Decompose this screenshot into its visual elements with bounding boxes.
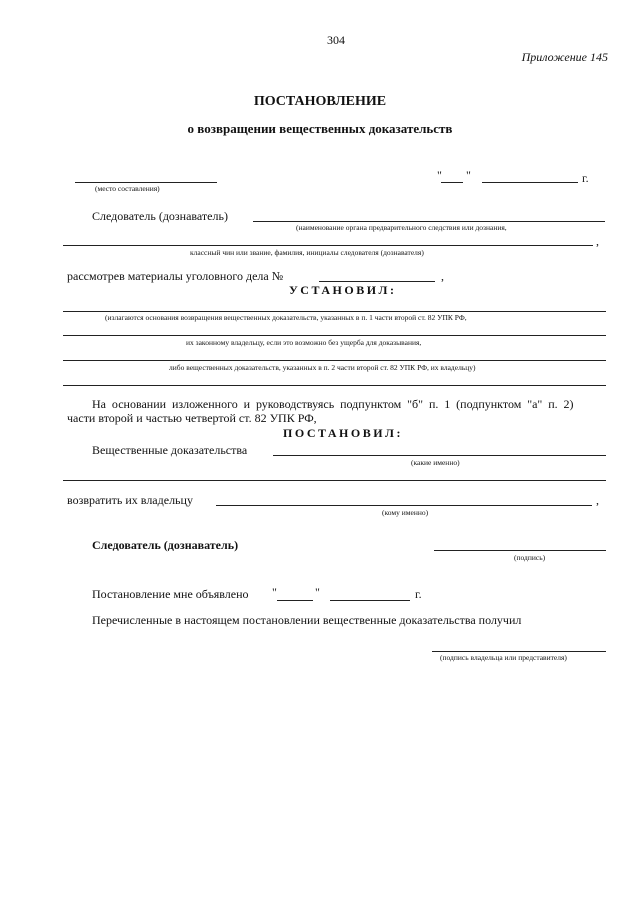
basis-line-2: части второй и частью четвертой ст. 82 УПК РФ, bbox=[67, 411, 317, 425]
reviewed-case-label: рассмотрев материалы уголовного дела № bbox=[67, 269, 284, 283]
grounds-caption-2: их законному владельцу, если это возможно без ущерба для доказывания, bbox=[186, 338, 422, 347]
basis-line-1: На основании изложенного и руководствуясь подпунктом "б" п. 1 (подпунктом "а" п. 2) bbox=[92, 397, 574, 411]
announced-quote-open: " bbox=[272, 585, 277, 599]
rank-comma: , bbox=[596, 234, 599, 248]
announced-year-suffix: г. bbox=[415, 587, 422, 601]
organ-caption: (наименование органа предварительного следствия или дознания, bbox=[296, 223, 507, 232]
place-field-line[interactable] bbox=[75, 182, 217, 183]
established-heading: УСТАНОВИЛ: bbox=[289, 283, 397, 297]
grounds-line-1[interactable] bbox=[63, 311, 606, 312]
date-day-line[interactable] bbox=[441, 182, 463, 183]
rank-caption: классный чин или звание, фамилия, инициалы следователя (дознавателя) bbox=[190, 248, 424, 257]
announced-label: Постановление мне объявлено bbox=[92, 587, 249, 601]
document-title: ПОСТАНОВЛЕНИЕ bbox=[253, 94, 387, 109]
investigator-label: Следователь (дознаватель) bbox=[92, 209, 228, 223]
grounds-caption-1: (излагаются основания возвращения вещественных доказательств, указанных в п. 1 части второй ст. 82 УПК РФ, bbox=[105, 313, 467, 322]
page-number: 304 bbox=[327, 33, 345, 47]
grounds-caption-3: либо вещественных доказательств, указанных в п. 2 части второй ст. 82 УПК РФ, их владельцу) bbox=[169, 363, 476, 372]
evidence-field-line-2[interactable] bbox=[63, 480, 606, 481]
evidence-field-line[interactable] bbox=[273, 455, 606, 456]
case-number-line[interactable] bbox=[319, 281, 435, 282]
organ-field-line[interactable] bbox=[253, 221, 605, 222]
grounds-line-4[interactable] bbox=[63, 385, 606, 386]
signature-caption: (подпись) bbox=[514, 553, 546, 562]
owner-field-line[interactable] bbox=[216, 505, 592, 506]
date-month-line[interactable] bbox=[482, 182, 578, 183]
document-subtitle: о возвращении вещественных доказательств bbox=[187, 121, 453, 136]
place-caption: (место составления) bbox=[95, 184, 160, 193]
resolved-heading: ПОСТАНОВИЛ: bbox=[283, 426, 403, 440]
owner-signature-caption: (подпись владельца или представителя) bbox=[440, 653, 567, 662]
grounds-line-2[interactable] bbox=[63, 335, 606, 336]
appendix-label: Приложение 145 bbox=[521, 50, 608, 64]
evidence-label: Вещественные доказательства bbox=[92, 443, 248, 457]
investigator-signature-line[interactable] bbox=[434, 550, 606, 551]
case-number-comma: , bbox=[441, 269, 444, 283]
owner-comma: , bbox=[596, 493, 599, 507]
announced-day-line[interactable] bbox=[277, 600, 313, 601]
grounds-line-3[interactable] bbox=[63, 360, 606, 361]
date-quote-open: " bbox=[437, 168, 442, 182]
which-caption: (какие именно) bbox=[411, 458, 460, 467]
rank-field-line[interactable] bbox=[63, 245, 593, 246]
date-quote-close: " bbox=[466, 168, 471, 182]
announced-quote-close: " bbox=[315, 585, 320, 599]
return-label: возвратить их владельцу bbox=[67, 493, 193, 507]
received-text: Перечисленные в настоящем постановлении вещественные доказательства получил bbox=[92, 613, 522, 627]
announced-month-line[interactable] bbox=[330, 600, 410, 601]
to-whom-caption: (кому именно) bbox=[382, 508, 429, 517]
investigator-sign-label: Следователь (дознаватель) bbox=[92, 538, 239, 552]
date-year-suffix: г. bbox=[582, 171, 589, 185]
owner-signature-line[interactable] bbox=[432, 651, 606, 652]
